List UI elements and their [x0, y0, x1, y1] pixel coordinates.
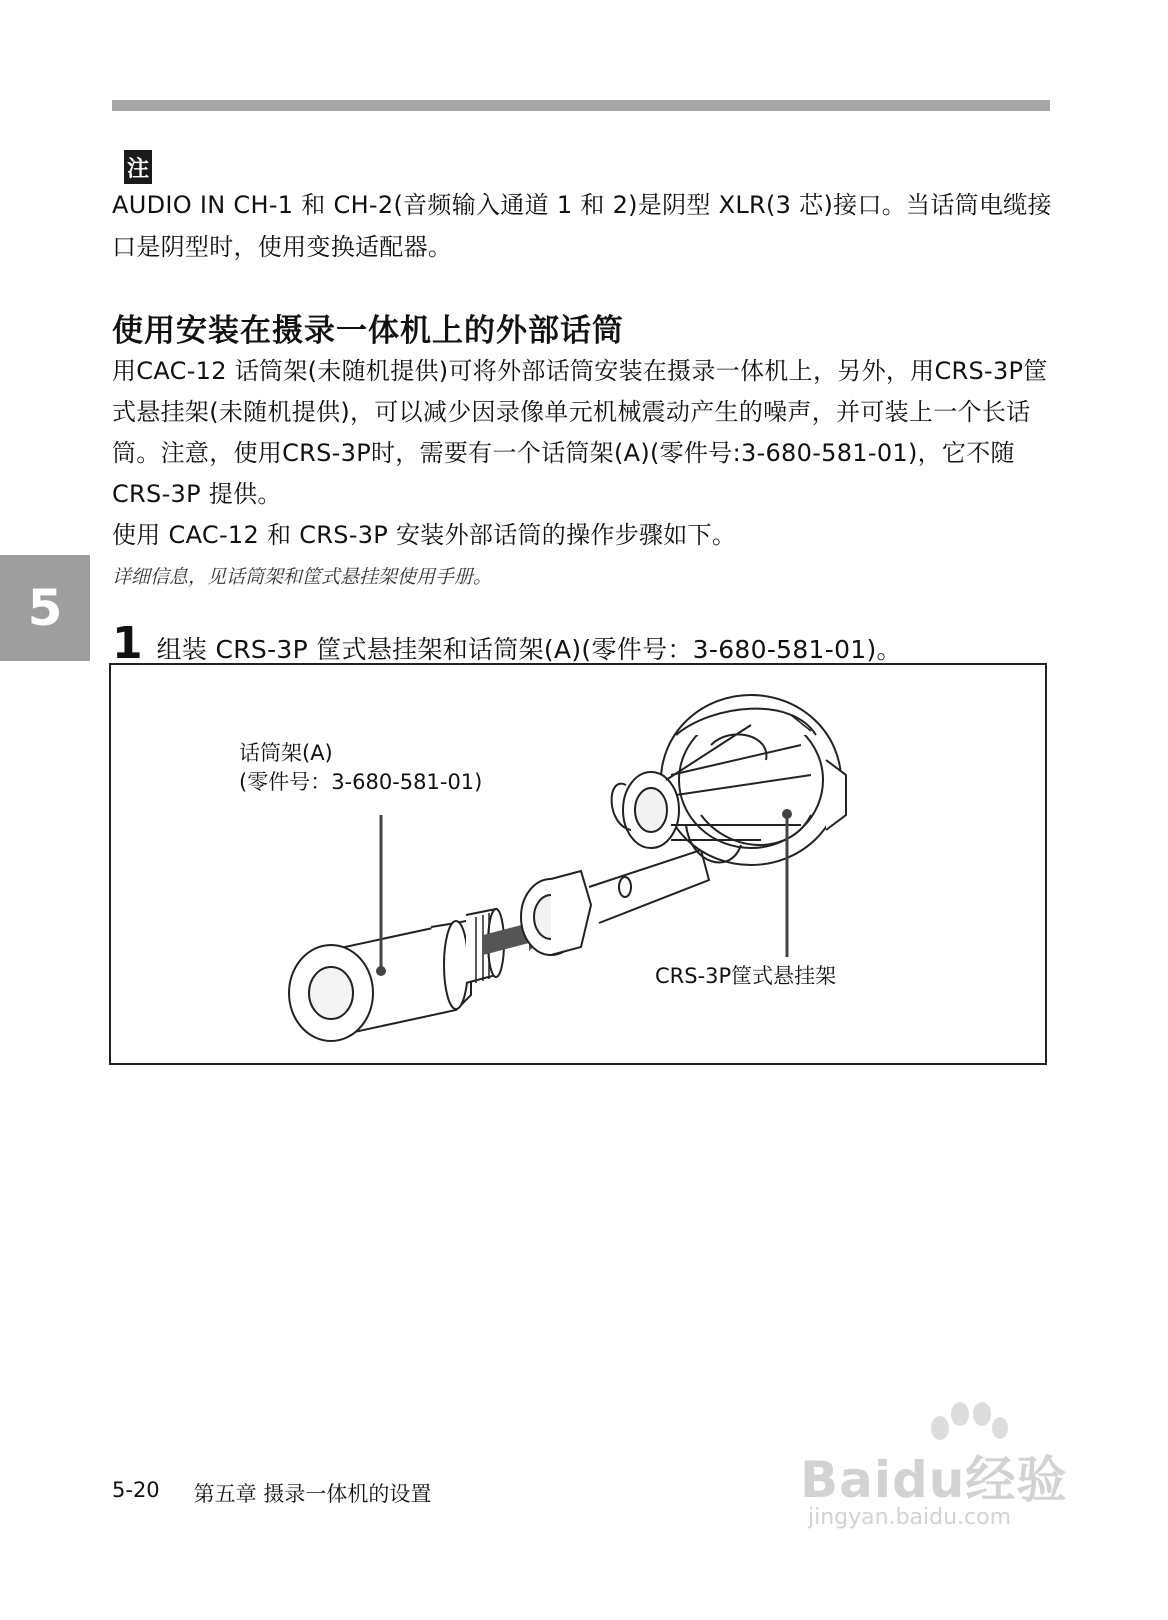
holder-label-line1: 话筒架(A) — [239, 741, 333, 765]
holder-leader-dot — [376, 966, 386, 976]
suspension-leader-dot — [782, 809, 792, 819]
assembly-figure — [109, 663, 1047, 1065]
header-rule — [112, 100, 1050, 111]
watermark-brand: Baidu经验 — [800, 1451, 1068, 1509]
suspension-drawing — [521, 695, 846, 955]
mic-holder-drawing — [289, 909, 504, 1041]
note-badge: 注 — [124, 150, 152, 184]
suspension-label: CRS-3P筐式悬挂架 — [655, 964, 837, 988]
watermark — [800, 1400, 1080, 1540]
chapter-title: 第五章 摄录一体机的设置 — [193, 1482, 432, 1506]
note-text: AUDIO IN CH-1 和 CH-2(音频输入通道 1 和 2)是阴型 XLR(3 芯)接口。当话筒电缆接口是阴型时，使用变换适配器。 — [112, 191, 1052, 261]
page-number: 5-20 — [112, 1478, 160, 1502]
body-paragraph-1: 用CAC-12 话筒架(未随机提供)可将外部话筒安装在摄录一体机上，另外，用CRS-3P筐式悬挂架(未随机提供)，可以减少因录像单元机械震动产生的噪声，并可装上一个长话筒。注意，使用CRS-3P时，需要有一个话筒架(A)(零件号:3-680-581-01)，它不随 CRS-3P 提供。 — [112, 357, 1048, 508]
holder-label-line2: (零件号：3-680-581-01) — [239, 770, 483, 794]
step-1 — [112, 618, 902, 669]
body-paragraph-2: 使用 CAC-12 和 CRS-3P 安装外部话筒的操作步骤如下。 — [112, 521, 737, 549]
watermark-url: jingyan.baidu.com — [808, 1505, 1012, 1530]
step-text: 组装 CRS-3P 筐式悬挂架和话筒架(A)(零件号：3-680-581-01)。 — [156, 635, 902, 664]
page-footer — [112, 1478, 431, 1508]
section-body — [112, 351, 1057, 556]
reference-note: 详细信息，见话筒架和筐式悬挂架使用手册。 — [112, 566, 493, 588]
section-heading: 使用安装在摄录一体机上的外部话筒 — [112, 313, 624, 349]
holder-label — [239, 739, 482, 797]
step-number: 1 — [112, 618, 143, 669]
assembly-illustration — [111, 665, 1045, 1063]
chapter-tab: 5 — [0, 555, 90, 661]
